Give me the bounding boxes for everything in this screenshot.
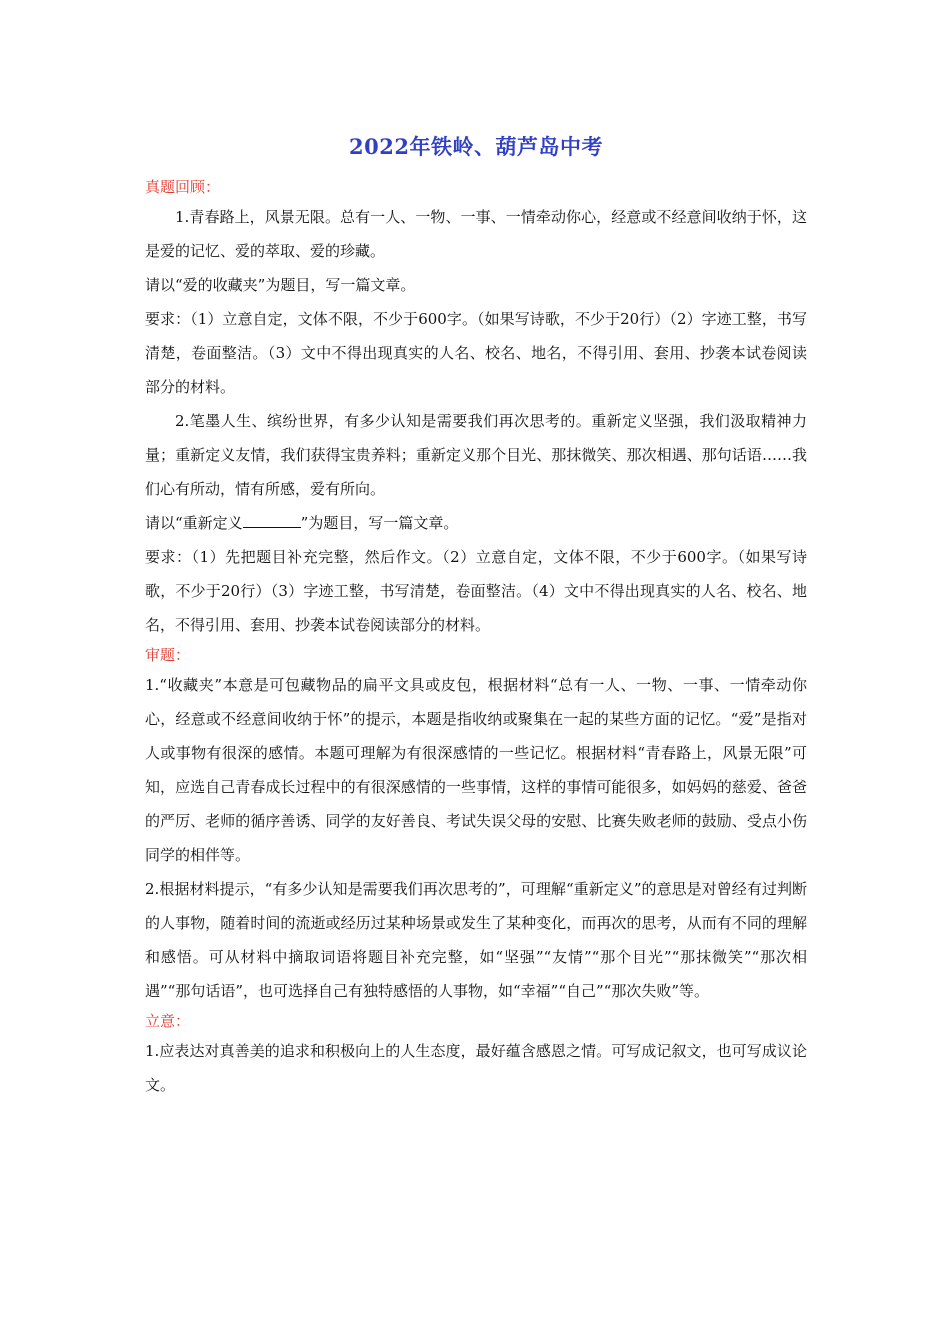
question-2-prompt-after: ”为题目，写一篇文章。 (300, 514, 459, 532)
question-2-requirements: 要求：（1）先把题目补充完整，然后作文。（2）立意自定，文体不限，不少于600字。（如果写诗歌，不少于20行）（3）字迹工整，书写清楚，卷面整洁。（4）文中不得出现真实的人名、校名、地名，不得引用、套用、抄袭本试卷阅读部分的材料。 (145, 548, 807, 634)
analysis-paragraph-2: 2.根据材料提示，“有多少认知是需要我们再次思考的”，可理解“重新定义”的意思是对曾经有过判断的人事物，随着时间的流逝或经历过某种场景或发生了某种变化，而再次的思考，从而有不同的理解和感悟。可从材料中摘取词语将题目补充完整，如“坚强”“友情”“那个目光”“那抹微笑”“那次相遇”“那句话语”，也可选择自己有独特感悟的人事物，如“幸福”“自己”“那次失败”等。 (145, 880, 807, 1000)
question-1-material: 1.青春路上，风景无限。总有一人、一物、一事、一情牵动你心，经意或不经意间收纳于怀，这是爱的记忆、爱的萃取、爱的珍藏。 (145, 208, 807, 260)
section-label-analysis: 审题： (145, 646, 191, 664)
question-2-prompt (145, 506, 807, 540)
document-title: 2022年铁岭、葫芦岛中考 (349, 134, 603, 159)
title-blank (243, 513, 301, 528)
section-label-intent: 立意： (145, 1012, 191, 1030)
intent-paragraph-1: 1.应表达对真善美的追求和积极向上的人生态度，最好蕴含感恩之情。可写成记叙文，也可写成议论文。 (145, 1042, 807, 1094)
section-label-review: 真题回顾： (145, 178, 221, 196)
question-2-material: 2.笔墨人生、缤纷世界，有多少认知是需要我们再次思考的。重新定义坚强，我们汲取精神力量；重新定义友情，我们获得宝贵养料；重新定义那个目光、那抹微笑、那次相遇、那句话语……我们心有所动，情有所感，爱有所向。 (145, 412, 807, 498)
question-1-prompt: 请以“爱的收藏夹”为题目，写一篇文章。 (145, 276, 416, 294)
document-page (145, 132, 807, 1102)
question-1-requirements: 要求：（1）立意自定，文体不限，不少于600字。（如果写诗歌，不少于20行）（2）字迹工整，书写清楚，卷面整洁。（3）文中不得出现真实的人名、校名、地名，不得引用、套用、抄袭本试卷阅读部分的材料。 (145, 310, 807, 396)
analysis-paragraph-1: 1.“收藏夹”本意是可包藏物品的扁平文具或皮包，根据材料“总有一人、一物、一事、一情牵动你心，经意或不经意间收纳于怀”的提示，本题是指收纳或聚集在一起的某些方面的记忆。“爱”是指对人或事物有很深的感情。本题可理解为有很深感情的一些记忆。根据材料“青春路上，风景无限”可知，应选自己青春成长过程中的有很深感情的一些事情，这样的事情可能很多，如妈妈的慈爱、爸爸的严厉、老师的循序善诱、同学的友好善良、考试失误父母的安慰、比赛失败老师的鼓励、受点小伤同学的相伴等。 (145, 676, 807, 864)
question-2-prompt-before: 请以“重新定义 (145, 514, 243, 532)
